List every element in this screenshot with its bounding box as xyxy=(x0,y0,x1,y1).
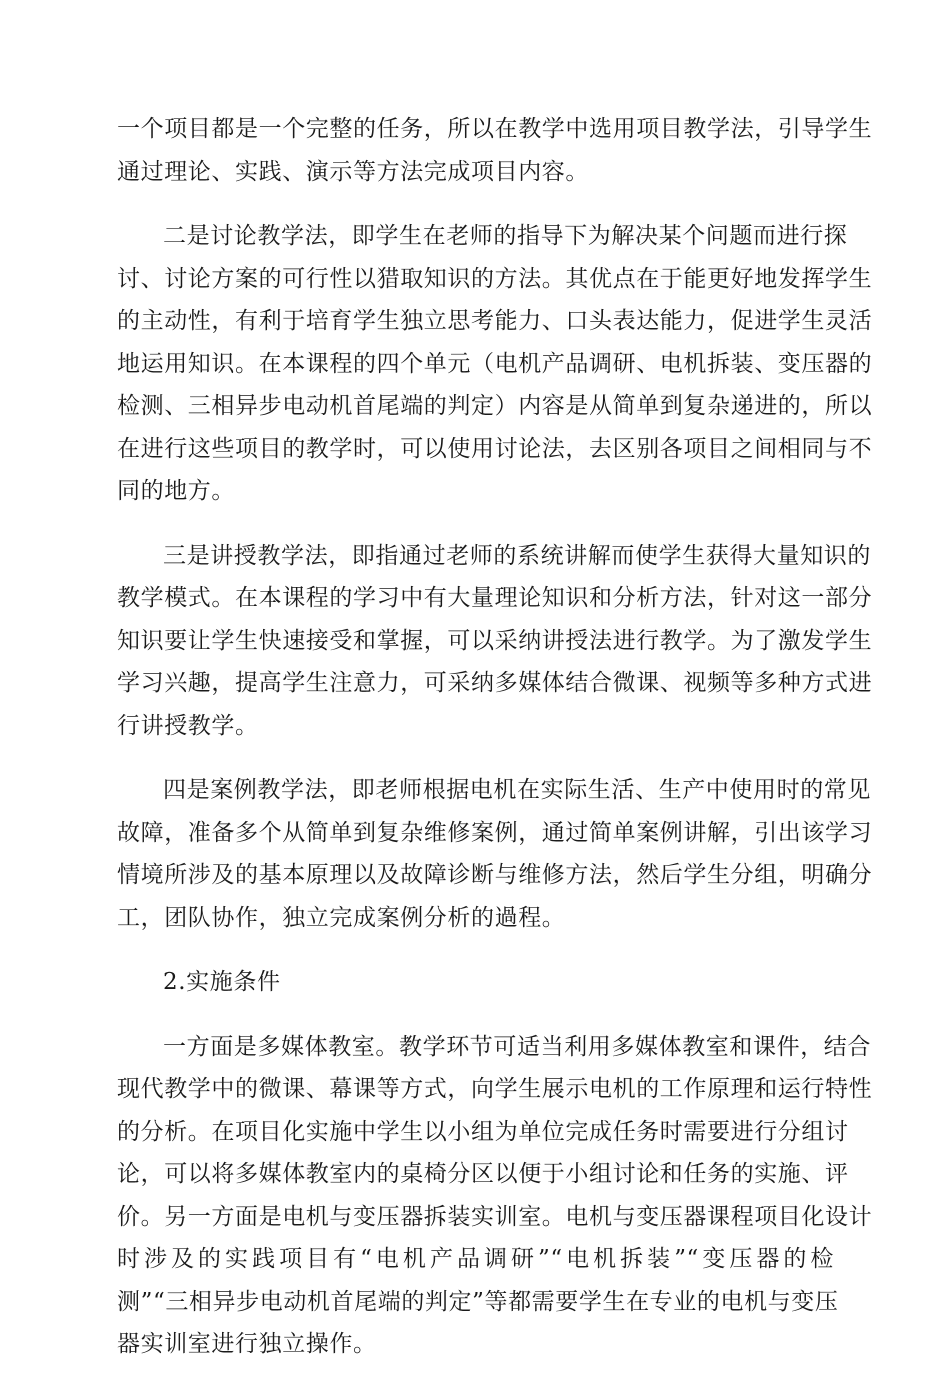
text-line: 时涉及的实践项目有“电机产品调研”“电机拆装”“变压器的检 xyxy=(117,1246,834,1272)
document-body xyxy=(117,108,873,1388)
text-line: 工，团队协作，独立完成案例分析的過程。 xyxy=(117,904,566,931)
text-line: 四是案例教学法，即老师根据电机在实际生活、生产中使用时的常见 xyxy=(163,777,871,803)
text-line: 在进行这些项目的教学时，可以使用讨论法，去区别各项目之间相同与不 xyxy=(117,435,873,462)
text-line: 教学模式。在本课程的学习中有大量理论知识和分析方法，针对这一部分 xyxy=(117,585,873,611)
paragraph-case-method xyxy=(117,769,873,939)
text-line: 的主动性，有利于培育学生独立思考能力、口头表达能力，促进学生灵活 xyxy=(117,308,873,334)
text-line: 故障，准备多个从简单到复杂维修案例，通过简单案例讲解，引出该学习 xyxy=(117,819,873,846)
text-line: 价。另一方面是电机与变压器拆装实训室。电机与变压器课程项目化设计 xyxy=(117,1203,873,1230)
text-line: 的分析。在项目化实施中学生以小组为单位完成任务时需要进行分组讨 xyxy=(117,1118,849,1145)
text-line: 一方面是多媒体教室。教学环节可适当利用多媒体教室和课件，结合 xyxy=(163,1033,871,1060)
text-line: 通过理论、实践、演示等方法完成项目内容。 xyxy=(117,158,589,185)
text-line: 情境所涉及的基本原理以及故障诊断与维修方法，然后学生分组，明确分 xyxy=(117,862,873,888)
text-line: 器实训室进行独立操作。 xyxy=(117,1331,377,1357)
text-line: 测”“三相异步电动机首尾端的判定”等都需要学生在专业的电机与变压 xyxy=(117,1288,839,1315)
text-line: 行讲授教学。 xyxy=(117,712,259,739)
paragraph-classroom-conditions xyxy=(117,1026,873,1366)
paragraph-lecture-method xyxy=(117,535,873,748)
text-line: 讨、讨论方案的可行性以猎取知识的方法。其优点在于能更好地发挥学生 xyxy=(117,265,873,292)
text-line: 现代教学中的微课、幕课等方式，向学生展示电机的工作原理和运行特性 xyxy=(117,1076,873,1102)
text-line: 同的地方。 xyxy=(117,478,235,504)
text-line: 检测、三相异步电动机首尾端的判定）内容是从简单到复杂递进的，所以 xyxy=(117,393,873,419)
paragraph-discussion-method xyxy=(117,215,873,513)
text-line: 一个项目都是一个完整的任务，所以在教学中选用项目教学法，引导学生 xyxy=(117,116,873,142)
text-line: 二是讨论教学法，即学生在老师的指导下为解决某个问题而进行探 xyxy=(163,223,848,249)
text-line: 论，可以将多媒体教室内的桌椅分区以便于小组讨论和任务的实施、评 xyxy=(117,1161,849,1187)
text-line: 学习兴趣，提高学生注意力，可采纳多媒体结合微课、视频等多种方式进 xyxy=(117,670,873,696)
text-line: 地运用知识。在本课程的四个单元（电机产品调研、电机拆装、变压器的 xyxy=(117,350,873,377)
text-line: 知识要让学生快速接受和掌握，可以采纳讲授法进行教学。为了激发学生 xyxy=(117,627,873,654)
text-line: 三是讲授教学法，即指通过老师的系统讲解而使学生获得大量知识的 xyxy=(163,542,871,569)
section-heading-implementation-conditions xyxy=(117,961,834,1004)
heading-text: 2.实施条件 xyxy=(163,969,281,995)
paragraph-project-method-continued xyxy=(117,108,873,193)
